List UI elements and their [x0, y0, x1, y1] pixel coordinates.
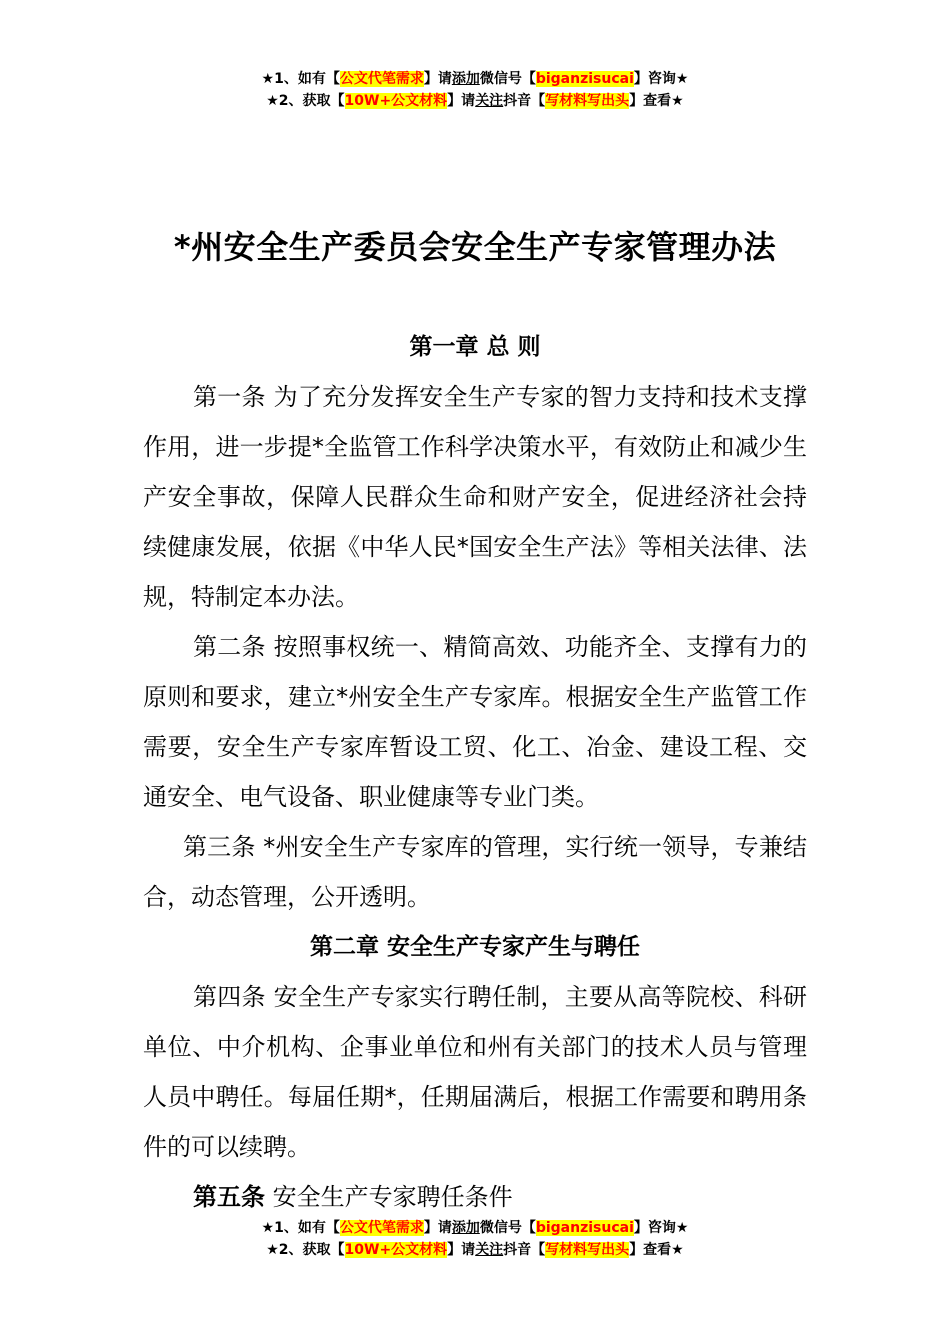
chapter-2-heading: 第二章 安全生产专家产生与聘任 [309, 934, 640, 960]
highlight-service: 公文代笔需求 [339, 1220, 424, 1236]
document-title: *州安全生产委员会安全生产专家管理办法 [173, 228, 777, 266]
highlight-douyin-account: 写材料写出头 [545, 1242, 630, 1258]
highlight-materials: 10W+公文材料 [344, 93, 448, 109]
document-body [143, 322, 807, 1222]
article-2-text: 按照事权统一、精简高效、功能齐全、支撑有力的原则和要求，建立*州安全生产专家库。根据安全生产监管工作需要，安全生产专家库暂设工贸、化工、冶金、建设工程、交通安全、电气设备、职业健康等专业门类。 [143, 633, 807, 811]
highlight-wechat-id: biganzisucai [535, 71, 634, 87]
promo-line-2: ★2、获取【10W+公文材料】请关注抖音【写材料写出头】查看★ [266, 93, 684, 109]
promo-line-2: ★2、获取【10W+公文材料】请关注抖音【写材料写出头】查看★ [266, 1242, 684, 1258]
article-1 [143, 372, 807, 622]
article-3 [143, 822, 807, 922]
highlight-materials: 10W+公文材料 [344, 1242, 448, 1258]
article-3-text: *州安全生产专家库的管理，实行统一领导，专兼结合，动态管理，公开透明。 [143, 833, 807, 911]
article-1-number: 第一条 [193, 383, 266, 411]
promo-line-1: ★1、如有【公文代笔需求】请添加微信号【biganzisucai】咨询★ [261, 1220, 689, 1236]
article-3-number: 第三条 [183, 833, 256, 861]
promo-line-1: ★1、如有【公文代笔需求】请添加微信号【biganzisucai】咨询★ [261, 71, 689, 87]
article-5-number: 第五条 [193, 1183, 265, 1211]
article-5-text: 安全生产专家聘任条件 [265, 1183, 513, 1211]
highlight-wechat-id: biganzisucai [535, 1220, 634, 1236]
article-4 [143, 972, 807, 1172]
highlight-service: 公文代笔需求 [339, 71, 424, 87]
article-2-number: 第二条 [193, 633, 266, 661]
article-5 [143, 1172, 807, 1222]
promo-banner-top [0, 68, 950, 112]
article-1-text: 为了充分发挥安全生产专家的智力支持和技术支撑作用，进一步提*全监管工作科学决策水平，有效防止和减少生产安全事故，保障人民群众生命和财产安全，促进经济社会持续健康发展，依据《中华人民*国安全生产法》等相关法律、法规，特制定本办法。 [143, 383, 807, 611]
chapter-1-heading: 第一章 总 则 [409, 334, 541, 360]
article-4-text: 安全生产专家实行聘任制，主要从高等院校、科研单位、中介机构、企事业单位和州有关部门的技术人员与管理人员中聘任。每届任期*，任期届满后，根据工作需要和聘用条件的可以续聘。 [143, 983, 807, 1161]
promo-banner-bottom [0, 1217, 950, 1261]
highlight-douyin-account: 写材料写出头 [545, 93, 630, 109]
article-4-number: 第四条 [193, 983, 266, 1011]
article-2 [143, 622, 807, 822]
